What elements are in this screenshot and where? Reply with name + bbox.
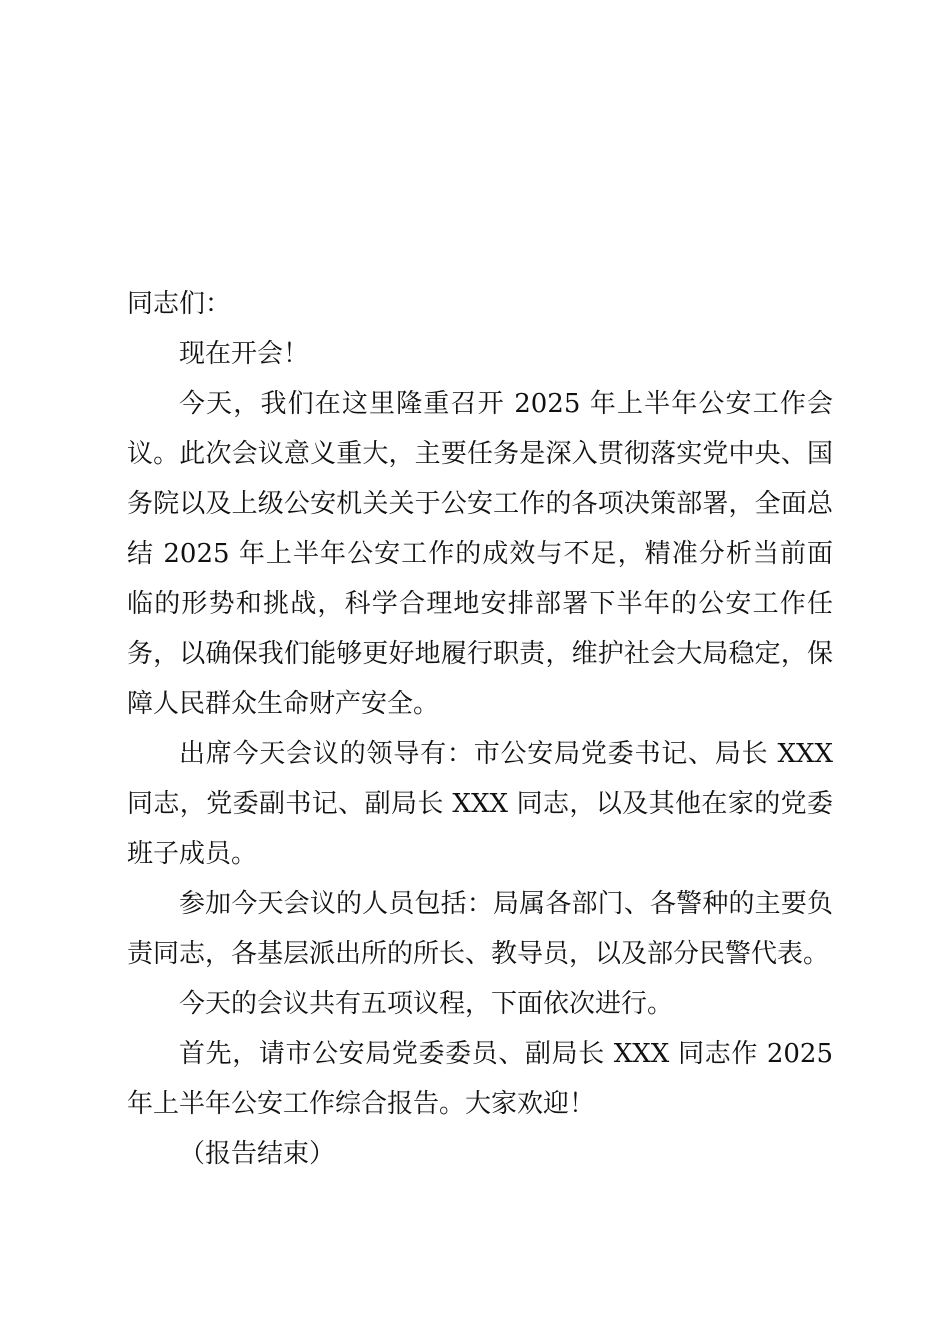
paragraph-meeting-purpose: 今天，我们在这里隆重召开 2025 年上半年公安工作会议。此次会议意义重大，主要任务是深入贯彻落实党中央、国务院以及上级公安机关关于公安工作的各项决策部署，全面总结 2025 年上半年公安工作的成效与不足，精准分析当前面临的形势和挑战，科学合理地安排部署下半年的公安工作任务，以确保我们能够更好地履行职责，维护社会大局稳定，保障人民群众生命财产安全。 <box>127 389 833 719</box>
paragraph-agenda: 今天的会议共有五项议程，下面依次进行。 <box>179 989 674 1019</box>
paragraph-opening: 现在开会！ <box>179 339 310 369</box>
paragraph-participants: 参加今天会议的人员包括：局属各部门、各警种的主要负责同志，各基层派出所的所长、教导员，以及部分民警代表。 <box>127 889 833 969</box>
paragraph-attending-leaders: 出席今天会议的领导有：市公安局党委书记、局长 XXX 同志，党委副书记、副局长 XXX 同志，以及其他在家的党委班子成员。 <box>127 739 833 869</box>
paragraph-report-end: （报告结束） <box>179 1139 336 1169</box>
salutation: 同志们： <box>127 289 232 319</box>
paragraph-first-item: 首先，请市公安局党委委员、副局长 XXX 同志作 2025 年上半年公安工作综合报告。大家欢迎！ <box>127 1039 833 1119</box>
document-body <box>127 279 833 1179</box>
